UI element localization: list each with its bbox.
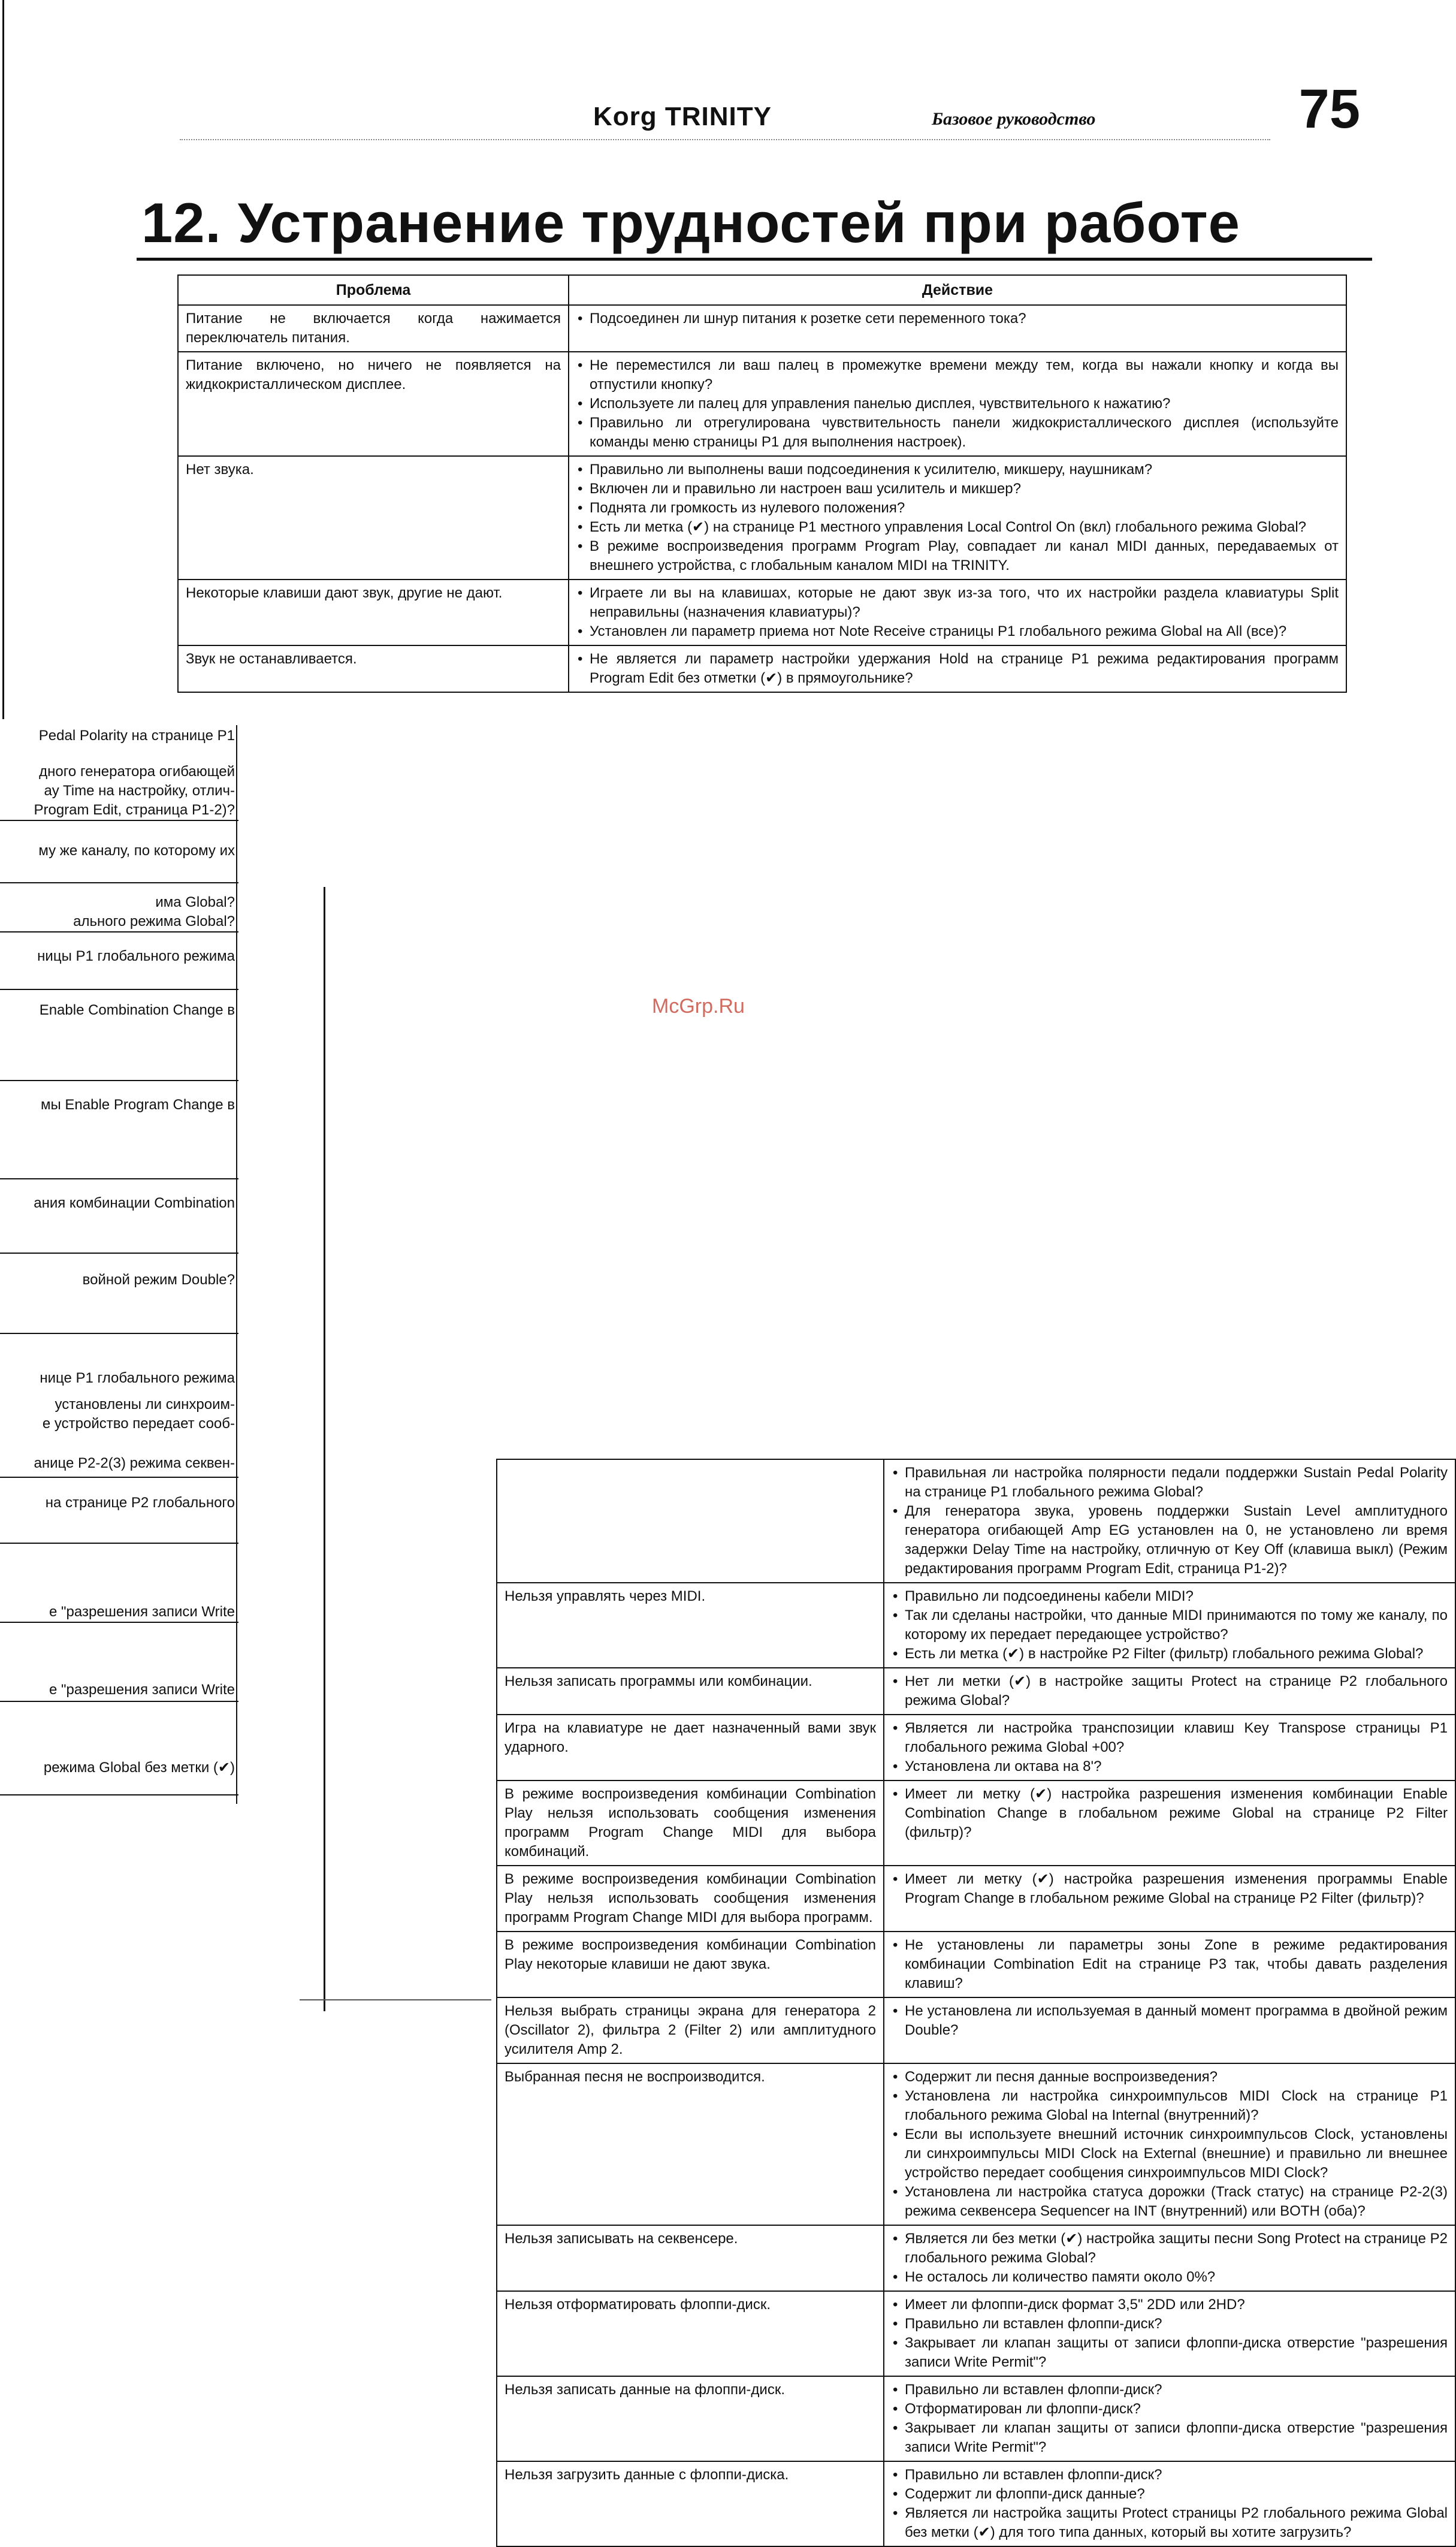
margin-line: [2, 0, 4, 719]
action-list: [892, 1587, 1448, 1664]
action-item: • Является ли настройка защиты Protect страницы P2 глобального режима Global без метки (✔) для того типа данных, который вы хотите загрузить?: [905, 2504, 1448, 2542]
action-list: [892, 1463, 1448, 1579]
left-fragment-text: Enable Combination Change в: [39, 1002, 235, 1018]
action-item: • Есть ли метка (✔) в настройке P2 Filter (фильтр) глобального режима Global?: [905, 1644, 1448, 1664]
table-row: [497, 1997, 1455, 2063]
table-row: [497, 1583, 1455, 1668]
problem-cell: Выбранная песня не воспроизводится.: [497, 2063, 884, 2225]
action-item: • Установлена ли настройка синхроимпульсов MIDI Clock на странице P1 глобального режима Global на Internal (внутренний)?: [905, 2087, 1448, 2125]
table-row: [178, 305, 1346, 352]
problem-cell: Нельзя выбрать страницы экрана для генератора 2 (Oscillator 2), фильтра 2 (Filter 2) или амплитудного усилителя Amp 2.: [497, 1997, 884, 2063]
left-fragment-text: има Global?: [155, 894, 235, 910]
problem-cell: Нет звука.: [178, 456, 569, 580]
action-item: • Содержит ли флоппи-диск данные?: [905, 2485, 1448, 2504]
overlay-troubleshooting-table: [496, 1459, 1456, 2547]
action-item: • Является ли без метки (✔) настройка защиты песни Song Protect на странице P2 глобального режима Global?: [905, 2229, 1448, 2268]
problem-cell: Питание не включается когда нажимается переключатель питания.: [178, 305, 569, 352]
action-cell: [884, 1459, 1455, 1583]
problem-cell: Нельзя записать программы или комбинации.: [497, 1668, 884, 1715]
table-divider: [0, 989, 238, 990]
action-item: • Не является ли параметр настройки удержания Hold на странице P1 режима редактирования программ Program Edit без отметки (✔) в прямоугольнике?: [590, 650, 1339, 688]
left-fragment-text: мы Enable Program Change в: [41, 1097, 235, 1113]
action-cell: [884, 1781, 1455, 1866]
action-item: • Правильно ли выполнены ваши подсоединения к усилителю, микшеру, наушникам?: [590, 460, 1339, 479]
table-divider: [0, 1622, 238, 1623]
table-body: [178, 305, 1346, 692]
problem-cell: Нельзя записать данные на флоппи-диск.: [497, 2376, 884, 2461]
action-item: • Имеет ли метку (✔) настройка разрешения изменения программы Enable Program Change в глобальном режиме Global на странице P2 Filter (фильтр)?: [905, 1870, 1448, 1908]
troubleshooting-table: [177, 274, 1347, 693]
action-item: • Используете ли палец для управления панелью дисплея, чувствительного к нажатию?: [590, 394, 1339, 414]
column-header-problem: Проблема: [178, 275, 569, 305]
action-list: [892, 1719, 1448, 1776]
action-cell: [569, 305, 1346, 352]
action-cell: [884, 1715, 1455, 1781]
action-item: • Установлена ли октава на 8'?: [905, 1757, 1448, 1776]
action-item: • Нет ли метки (✔) в настройке защиты Protect на странице P2 глобального режима Global?: [905, 1672, 1448, 1710]
problem-cell: Нельзя загрузить данные с флоппи-диска.: [497, 2461, 884, 2546]
brand-name: Korg TRINITY: [593, 102, 772, 131]
action-item: • Имеет ли флоппи-диск формат 3,5" 2DD или 2HD?: [905, 2295, 1448, 2314]
action-cell: [569, 580, 1346, 645]
action-cell: [884, 2291, 1455, 2376]
page-header: [180, 78, 1360, 144]
left-fragment-text: режима Global без метки (✔): [43, 1760, 235, 1776]
action-cell: [884, 2461, 1455, 2546]
action-item: • Не установлена ли используемая в данный момент программа в двойной режим Double?: [905, 2002, 1448, 2040]
action-item: • В режиме воспроизведения программ Program Play, совпадает ли канал MIDI данных, передаваемых от внешнего устройства, с глобальным каналом MIDI на TRINITY.: [590, 537, 1339, 575]
binding-line: [324, 887, 325, 2011]
chapter-title: 12. Устранение трудностей при работе: [141, 191, 1240, 254]
action-item: • Не осталось ли количество памяти около 0%?: [905, 2268, 1448, 2287]
left-fragment-text: ания комбинации Combination: [34, 1195, 235, 1211]
table-border: [236, 725, 237, 1804]
action-cell: [569, 352, 1346, 456]
action-item: • Закрывает ли клапан защиты от записи флоппи-диска отверстие "разрешения записи Write Permit"?: [905, 2334, 1448, 2372]
left-page-fragments: [0, 725, 238, 1804]
problem-cell: Некоторые клавиши дают звук, другие не дают.: [178, 580, 569, 645]
left-fragment-text: ницы P1 глобального режима: [37, 948, 235, 964]
action-item: • Установлена ли настройка статуса дорожки (Track статус) на странице P2-2(3) режима секвенсера Sequencer на INT (внутренний) или BOTH (оба)?: [905, 2183, 1448, 2221]
action-cell: [884, 1997, 1455, 2063]
action-item: • Есть ли метка (✔) на странице P1 местного управления Local Control On (вкл) глобального режима Global?: [590, 518, 1339, 537]
table-row: [178, 645, 1346, 692]
header-rule: [180, 139, 1270, 140]
table-divider: [0, 1178, 238, 1179]
action-cell: [884, 1583, 1455, 1668]
action-item: • Правильно ли вставлен флоппи-диск?: [905, 2465, 1448, 2485]
table-row: [497, 1932, 1455, 1997]
table-divider: [0, 1794, 238, 1795]
left-fragment-text: Pedal Polarity на странице P1: [38, 728, 235, 744]
table-row: [497, 1866, 1455, 1932]
action-list: [892, 2068, 1448, 2221]
action-list: [892, 2229, 1448, 2287]
action-list: [576, 650, 1339, 688]
problem-cell: Нельзя записывать на секвенсере.: [497, 2225, 884, 2291]
title-rule: [137, 258, 1372, 261]
table-row: [497, 2063, 1455, 2225]
action-item: • Для генератора звука, уровень поддержки Sustain Level амплитудного генератора огибающей Amp EG установлен на 0, не установлено ли время задержки Delay Time на настройку, отличную от Key Off (клавиша выкл) (Режим редактирования программ Program Edit, страница P1-2)?: [905, 1502, 1448, 1579]
overlay-table-body: [497, 1459, 1455, 2546]
action-item: • Правильно ли вставлен флоппи-диск?: [905, 2314, 1448, 2334]
table-row: [497, 1668, 1455, 1715]
table-divider: [0, 1080, 238, 1081]
action-item: • Отформатирован ли флоппи-диск?: [905, 2400, 1448, 2419]
action-item: • Содержит ли песня данные воспроизведения?: [905, 2068, 1448, 2087]
bottom-rule: [300, 1999, 491, 2000]
problem-cell: В режиме воспроизведения комбинации Combination Play нельзя использовать сообщения изменения программ Program Change MIDI для выбора программ.: [497, 1866, 884, 1932]
problem-cell: Игра на клавиатуре не дает назначенный вами звук ударного.: [497, 1715, 884, 1781]
action-item: • Включен ли и правильно ли настроен ваш усилитель и микшер?: [590, 479, 1339, 499]
action-list: [576, 356, 1339, 452]
action-item: • Правильная ли настройка полярности педали поддержки Sustain Pedal Polarity на странице P1 глобального режима Global?: [905, 1463, 1448, 1502]
problem-cell: [497, 1459, 884, 1583]
problem-cell: Нельзя управлять через MIDI.: [497, 1583, 884, 1668]
table-divider: [0, 931, 238, 933]
page-number: 75: [1298, 79, 1360, 140]
action-cell: [569, 645, 1346, 692]
table-divider: [0, 882, 238, 883]
left-fragment-text: дного генератора огибающей: [39, 764, 235, 780]
action-item: • Так ли сделаны настройки, что данные MIDI принимаются по тому же каналу, по которому их передает передающее устройство?: [905, 1606, 1448, 1644]
action-list: [892, 1785, 1448, 1842]
action-item: • Не переместился ли ваш палец в промежутке времени между тем, когда вы нажали кнопку и когда вы отпустили кнопку?: [590, 356, 1339, 394]
table-row: [497, 1715, 1455, 1781]
table-row: [178, 580, 1346, 645]
left-fragment-text: е устройство передает сооб-: [42, 1416, 235, 1432]
action-list: [892, 2002, 1448, 2040]
left-fragment-text: нице P1 глобального режима: [40, 1370, 235, 1386]
table-row: [497, 2225, 1455, 2291]
left-fragment-text: установлены ли синхроим-: [55, 1396, 235, 1413]
action-cell: [884, 1866, 1455, 1932]
left-fragment-text: е "разрешения записи Write: [49, 1682, 235, 1698]
table-row: [178, 352, 1346, 456]
table-row: [497, 1459, 1455, 1583]
table-divider: [0, 1253, 238, 1254]
action-list: [892, 2380, 1448, 2457]
action-item: • Не установлены ли параметры зоны Zone в режиме редактирования комбинации Combination Edit на странице P3 так, чтобы давать разделения клавиш?: [905, 1936, 1448, 1993]
guide-title: Базовое руководство: [932, 109, 1096, 129]
table-row: [178, 456, 1346, 580]
table-divider: [0, 820, 238, 821]
table-row: [497, 1781, 1455, 1866]
action-item: • Поднята ли громкость из нулевого положения?: [590, 499, 1339, 518]
action-cell: [884, 1932, 1455, 1997]
left-fragment-text: ay Time на настройку, отлич-: [44, 783, 235, 799]
action-list: [892, 1672, 1448, 1710]
action-cell: [884, 1668, 1455, 1715]
table-divider: [0, 1701, 238, 1702]
left-fragment-text: анице P2-2(3) режима секвен-: [34, 1455, 235, 1471]
column-header-action: Действие: [569, 275, 1346, 305]
table-row: [497, 2291, 1455, 2376]
action-list: [892, 2465, 1448, 2542]
problem-cell: В режиме воспроизведения комбинации Combination Play нельзя использовать сообщения изменения программ Program Change MIDI для выбора комбинаций.: [497, 1781, 884, 1866]
action-list: [576, 584, 1339, 641]
left-fragment-text: на странице P2 глобального: [45, 1495, 235, 1511]
action-item: • Правильно ли вставлен флоппи-диск?: [905, 2380, 1448, 2400]
table-row: [497, 2461, 1455, 2546]
problem-cell: Звук не останавливается.: [178, 645, 569, 692]
action-item: • Подсоединен ли шнур питания к розетке сети переменного тока?: [590, 309, 1339, 328]
action-item: • Играете ли вы на клавишах, которые не дают звук из-за того, что их настройки раздела клавиатуры Split неправильны (назначения клавиатуры)?: [590, 584, 1339, 622]
action-list: [892, 2295, 1448, 2372]
action-list: [892, 1870, 1448, 1908]
table-header-row: [178, 275, 1346, 305]
action-cell: [884, 2376, 1455, 2461]
action-list: [892, 1936, 1448, 1993]
action-item: • Правильно ли отрегулирована чувствительность панели жидкокристаллического дисплея (используйте команды меню страницы P1 для выполнения настроек).: [590, 414, 1339, 452]
watermark: McGrp.Ru: [652, 995, 745, 1018]
left-fragment-text: му же каналу, по которому их: [38, 843, 235, 859]
left-fragment-text: ального режима Global?: [73, 913, 235, 930]
problem-cell: В режиме воспроизведения комбинации Combination Play некоторые клавиши не дают звука.: [497, 1932, 884, 1997]
action-item: • Правильно ли подсоединены кабели MIDI?: [905, 1587, 1448, 1606]
problem-cell: Питание включено, но ничего не появляется на жидкокристаллическом дисплее.: [178, 352, 569, 456]
action-cell: [884, 2225, 1455, 2291]
action-item: • Имеет ли метку (✔) настройка разрешения изменения комбинации Enable Combination Change в глобальном режиме Global на странице P2 Filter (фильтр)?: [905, 1785, 1448, 1842]
problem-cell: Нельзя отформатировать флоппи-диск.: [497, 2291, 884, 2376]
action-item: • Если вы используете внешний источник синхроимпульсов Clock, установлены ли синхроимпульсы MIDI Clock на External (внешние) и правильно ли внешнее устройство передает сообщения синхроимпульсов MIDI Clock?: [905, 2125, 1448, 2183]
table-divider: [0, 1477, 238, 1478]
table-divider: [0, 1543, 238, 1544]
action-item: • Установлен ли параметр приема нот Note Receive страницы P1 глобального режима Global на All (все)?: [590, 622, 1339, 641]
action-item: • Закрывает ли клапан защиты от записи флоппи-диска отверстие "разрешения записи Write Permit"?: [905, 2419, 1448, 2457]
left-fragment-text: е "разрешения записи Write: [49, 1604, 235, 1620]
left-fragment-text: войной режим Double?: [82, 1272, 235, 1288]
action-cell: [569, 456, 1346, 580]
left-fragment-text: Program Edit, страница P1-2)?: [34, 802, 235, 818]
action-list: [576, 309, 1339, 328]
table-row: [497, 2376, 1455, 2461]
table-divider: [0, 1333, 238, 1334]
action-cell: [884, 2063, 1455, 2225]
action-item: • Является ли настройка транспозиции клавиш Key Transpose страницы P1 глобального режима Global +00?: [905, 1719, 1448, 1757]
action-list: [576, 460, 1339, 575]
